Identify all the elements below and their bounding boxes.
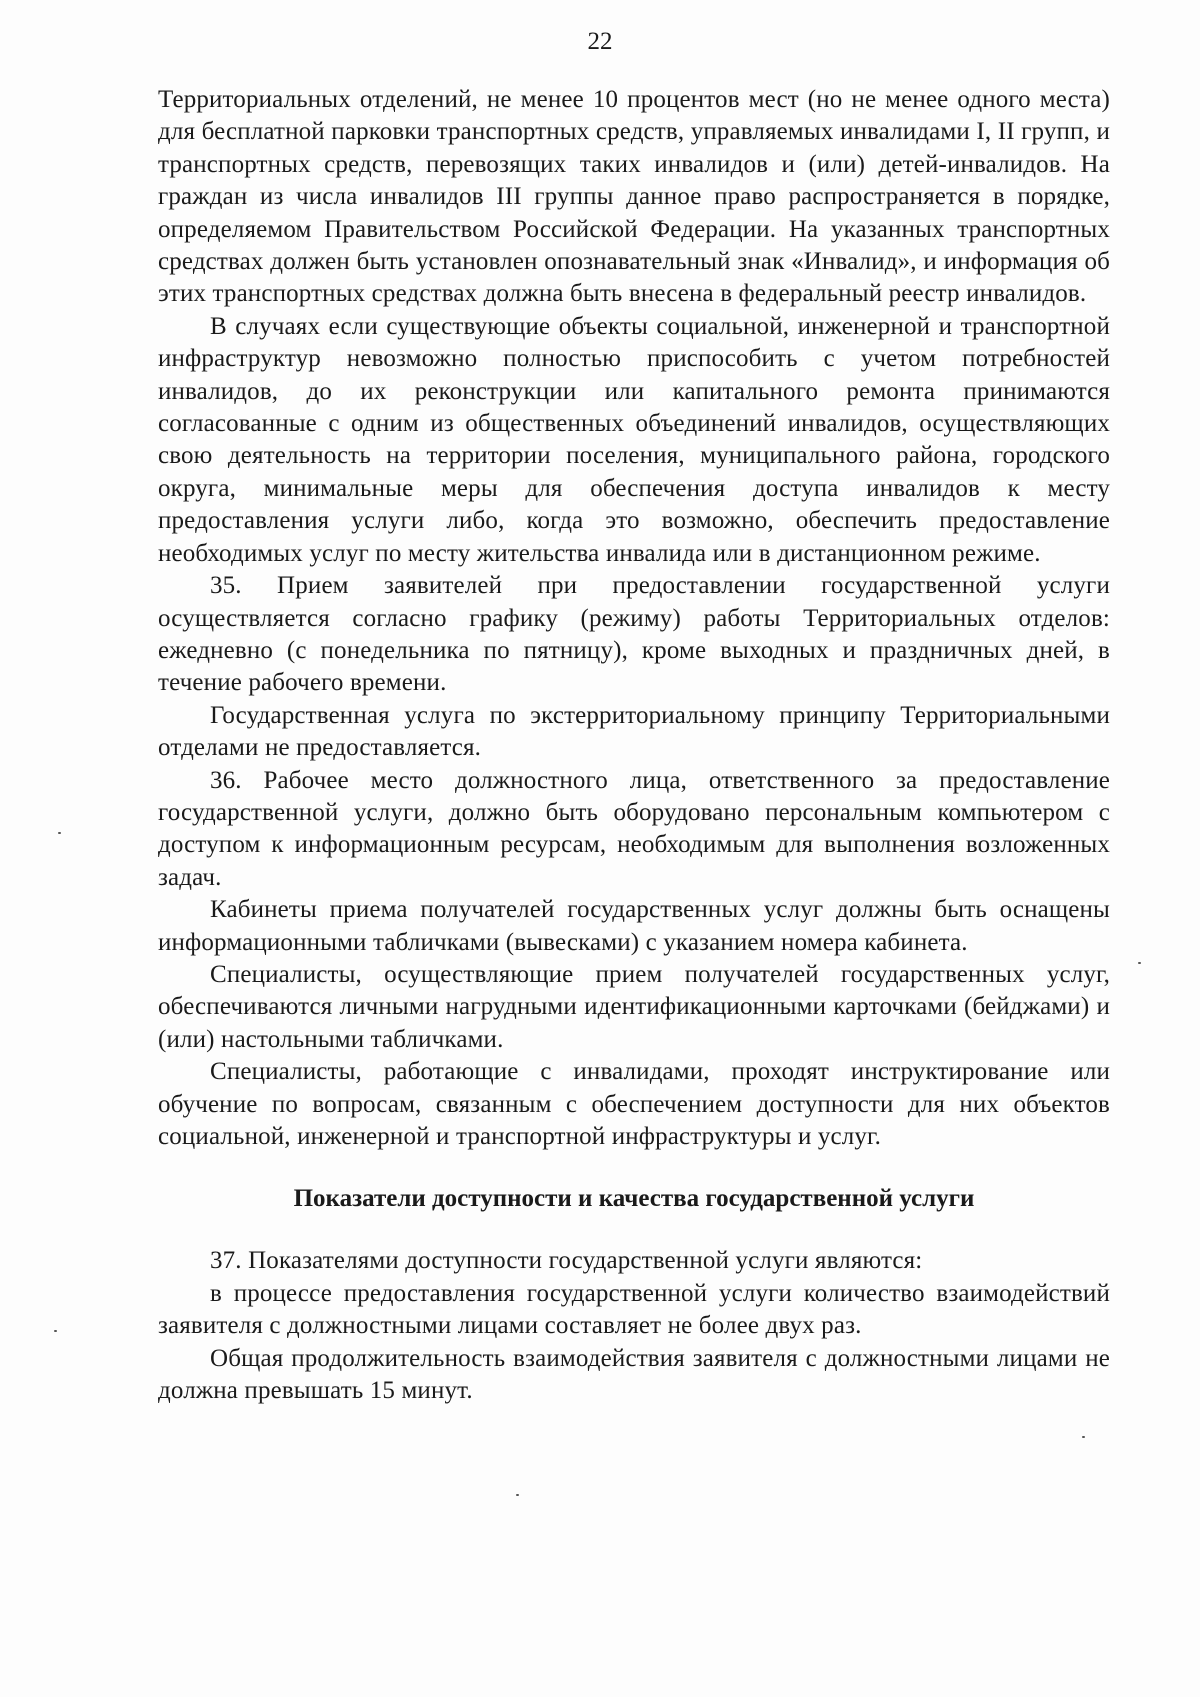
scan-speck [1138,962,1141,964]
scan-speck [516,1494,519,1496]
page-number: 22 [587,28,613,55]
paragraph-37-accessibility-indicators: 37. Показателями доступности государственной услуги являются: [210,1247,923,1275]
paragraph-interaction-duration: Общая продолжительность взаимодействия заявителя с должностными лицами не должна превышать 15 минут. [158,1344,1110,1405]
paragraph-infrastructure-adaptation: В случаях если существующие объекты социальной, инженерной и транспортной инфраструктур невозможно полностью приспособить с учетом потребностей инвалидов, до их реконструкции или капитального ремонта принимаются согласованные с одним из общественных объединений инвалидов, осуществляющих свою деятельность на территории поселения, муниципального района, городского округа, минимальные меры для обеспечения доступа инвалидов к месту предоставления услуги либо, когда это возможно, обеспечить предоставление необходимых услуг по месту жительства инвалида или в дистанционном режиме. [158,312,1110,567]
paragraph-parking: Территориальных отделений, не менее 10 процентов мест (но не менее одного места) для бесплатной парковки транспортных средств, управляемых инвалидами I, II групп, и транспортных средств, перевозящих таких инвалидов и (или) детей-инвалидов. На граждан из числа инвалидов III группы данное право распространяется в порядке, определяемом Правительством Российской Федерации. На указанных транспортных средствах должен быть установлен опознавательный знак «Инвалид», и информация об этих транспортных средствах должна быть внесена в федеральный реестр инвалидов. [158,86,1110,308]
document-body [158,84,1110,1407]
scan-speck [1082,1436,1085,1438]
paragraph-disability-training: Специалисты, работающие с инвалидами, проходят инструктирование или обучение по вопросам, связанным с обеспечением доступности для них объектов социальной, инженерной и транспортной инфраструктуры и услуг. [158,1058,1110,1150]
paragraph-interaction-count: в процессе предоставления государственной услуги количество взаимодействий заявителя с должностными лицами составляет не более двух раз. [158,1279,1110,1340]
section-heading: Показатели доступности и качества государственной услуги [293,1185,975,1213]
paragraph-badges: Специалисты, осуществляющие прием получателей государственных услуг, обеспечиваются личными нагрудными идентификационными карточками (бейджами) и (или) настольными табличками. [158,960,1110,1053]
paragraph-office-signs: Кабинеты приема получателей государственных услуг должны быть оснащены информационными табличками (вывесками) с указанием номера кабинета. [158,896,1110,956]
paragraph-35-reception-schedule: 35. Прием заявителей при предоставлении государственной услуги осуществляется согласно графику (режиму) работы Территориальных отделов: ежедневно (с понедельника по пятницу), кроме выходных и праздничных дней, в течение рабочего времени. [158,572,1110,697]
scan-speck [58,832,61,834]
scan-speck [54,1330,57,1332]
paragraph-exterritorial-principle: Государственная услуга по экстерриториальному принципу Территориальными отделами не предоставляется. [158,701,1110,762]
paragraph-36-workplace: 36. Рабочее место должностного лица, ответственного за предоставление государственной услуги, должно быть оборудовано персональным компьютером с доступом к информационным ресурсам, необходимым для выполнения возложенных задач. [158,766,1110,891]
